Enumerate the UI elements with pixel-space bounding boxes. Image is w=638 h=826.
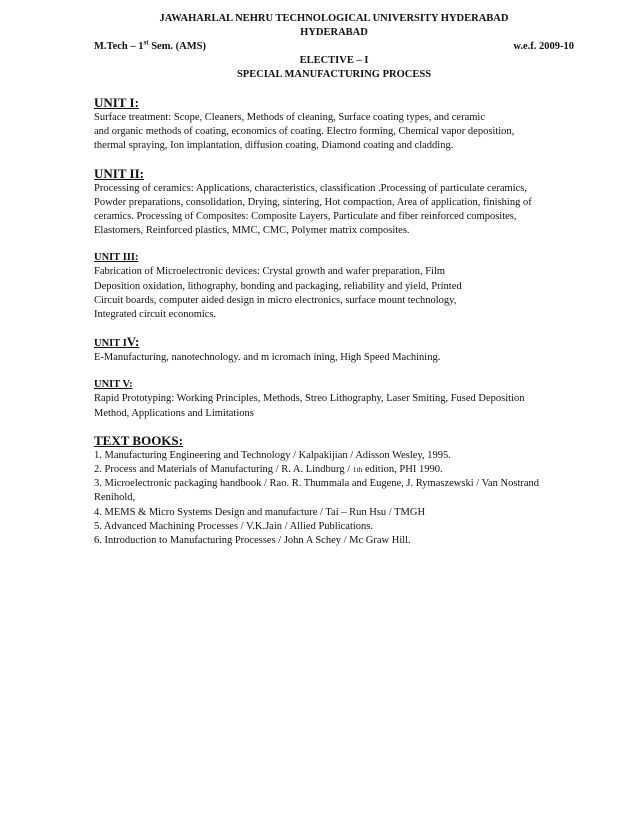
textbook-item: Renihold, — [94, 492, 136, 504]
unit-2-line: Powder preparations, consolidation, Drying, sintering, Hot compaction, Area of application, finishing of — [94, 196, 532, 208]
unit-4-line: E-Manufacturing, nanotechnology. and m icromach ining, High Speed Machining. — [94, 352, 441, 364]
effective-from: w.e.f. 2009-10 — [513, 41, 574, 52]
unit-2-heading: UNIT II: — [94, 165, 144, 181]
unit-3-line: Circuit boards, computer aided design in micro electronics, surface mount technology, — [94, 294, 457, 306]
unit-3-line: Integrated circuit economics. — [94, 309, 217, 321]
unit-1-heading: UNIT I: — [94, 95, 139, 110]
unit-2-content — [94, 182, 574, 239]
unit-1-content — [94, 111, 574, 154]
textbooks-heading: TEXT BOOKS: — [94, 432, 183, 448]
unit-5-content — [94, 392, 574, 420]
university-city: HYDERABAD — [300, 27, 368, 38]
unit-1-line: and organic methods of coating, economics of coating. Electro forming, Chemical vapor deposition, — [94, 126, 515, 138]
unit-5-heading: UNIT V: — [94, 379, 133, 391]
textbooks-list — [94, 449, 574, 548]
elective-label: ELECTIVE – I — [299, 55, 369, 66]
unit-1-line: thermal spraying, Ion implantation, diffusion coating, Diamond coating and cladding. — [94, 140, 454, 152]
unit-5-line: Rapid Prototyping: Working Principles, Methods, Streo Lithography, Laser Smiting, Fused Deposition — [94, 393, 525, 405]
unit-3-content — [94, 265, 574, 322]
textbook-item: 5. Advanced Machining Processes / V.K.Jain / Allied Publications. — [94, 520, 374, 532]
unit-2-line: Processing of ceramics: Applications, characteristics, classification .Processing of particulate ceramics, — [94, 182, 527, 194]
unit-5-line: Method, Applications and Limitations — [94, 407, 254, 419]
unit-3-heading: UNIT III: — [94, 252, 139, 264]
unit-2-line: Elastomers, Reinforced plastics, MMC, CMC, Polymer matrix composites. — [94, 225, 410, 237]
unit-2-line: ceramics. Processing of Composites: Composite Layers, Particulate and fiber reinforced composites, — [94, 211, 517, 223]
unit-1-line: Surface treatment: Scope, Cleaners, Methods of cleaning, Surface coating types, and ceramic — [94, 112, 485, 123]
textbook-item: 2. Process and Materials of Manufacturing / R. A. Lindburg / 1th edition, PHI 1990. — [94, 464, 443, 476]
unit-3-line: Deposition oxidation, lithography, bonding and packaging, reliability and yield, Printed — [94, 280, 462, 292]
unit-4-content — [94, 351, 574, 365]
textbook-item: 3. Microelectronic packaging handbook / Rao. R. Thummala and Eugene, J. Rymaszewski / Van Nostrand — [94, 478, 540, 490]
university-name: JAWAHARLAL NEHRU TECHNOLOGICAL UNIVERSITY HYDERABAD — [159, 13, 509, 24]
unit-3-line: Fabrication of Microelectronic devices: Crystal growth and wafer preparation, Film — [94, 266, 446, 278]
program-row — [94, 40, 574, 54]
program-label: M.Tech – 1st Sem. (AMS) — [94, 38, 207, 52]
textbook-item: 4. MEMS & Micro Systems Design and manufacture / Tai – Run Hsu / TMGH — [94, 506, 426, 518]
textbook-item: 6. Introduction to Manufacturing Processes / John A Schey / Mc Graw Hill. — [94, 535, 411, 547]
syllabus-page — [94, 12, 574, 548]
unit-4-heading: UNIT IV: — [94, 334, 140, 350]
textbook-item: 1. Manufacturing Engineering and Technology / Kalpakijian / Adisson Wesley, 1995. — [94, 449, 451, 461]
subject-title: SPECIAL MANUFACTURING PROCESS — [236, 69, 432, 80]
